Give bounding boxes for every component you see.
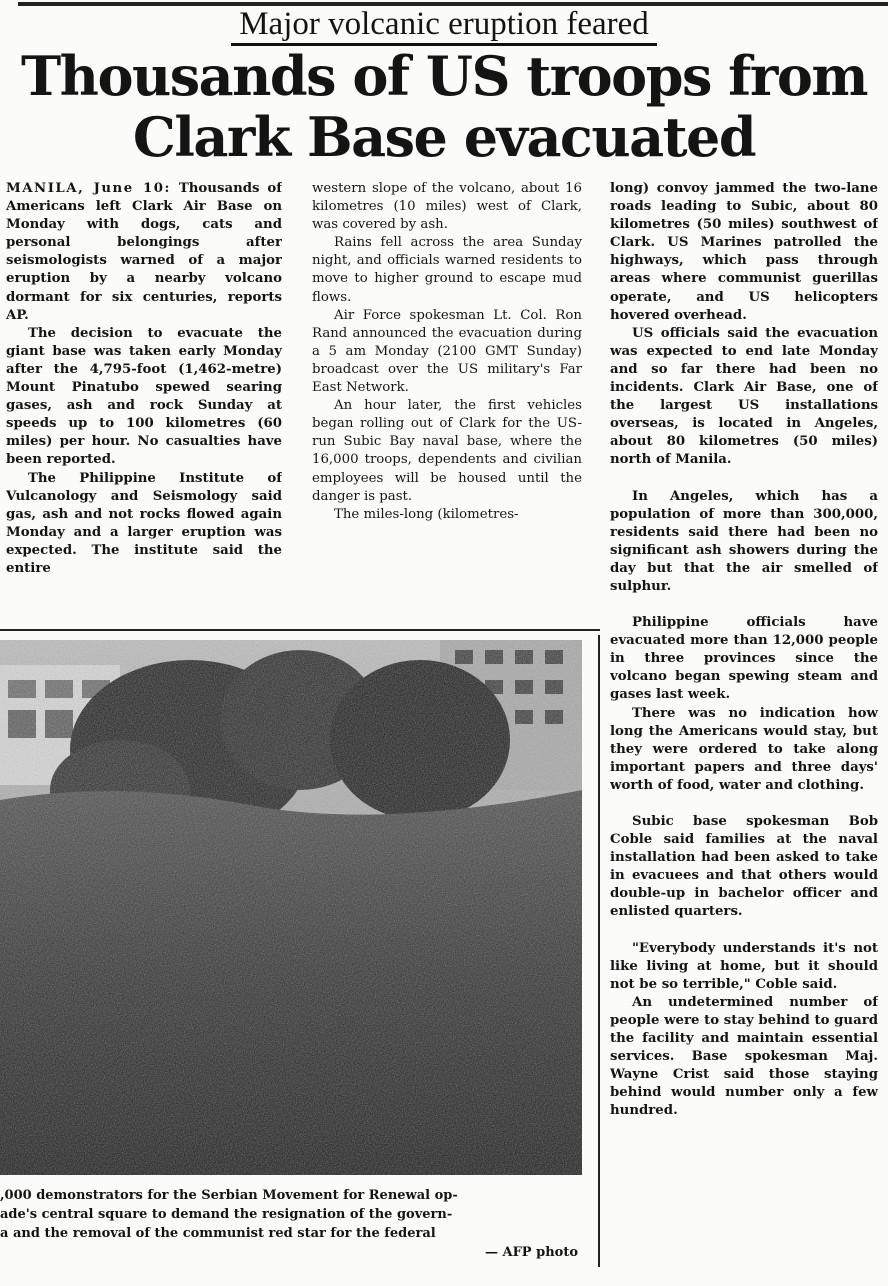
lead-paragraph <box>6 180 282 325</box>
paragraph: US officials said the evacuation was expected to end late Monday and so far there had been no incidents. Clark Air Base, one of the largest US installations overseas, is located in Angeles, about 80 kilometres (50 miles) north of Manila. <box>610 325 878 468</box>
paragraph: western slope of the volcano, about 16 kilometres (10 miles) west of Clark, was covered by ash. <box>312 181 582 233</box>
photo-credit: — AFP photo <box>484 1245 578 1260</box>
caption-line-1: ,000 demonstrators for the Serbian Movement for Renewal op- <box>0 1188 458 1203</box>
article-column-1 <box>6 180 282 624</box>
paragraph: There was no indication how long the Americans would stay, but they were ordered to take along important papers and three days' worth of food, water and clothing. <box>610 705 878 793</box>
kicker-text: Major volcanic eruption feared <box>231 6 657 46</box>
kicker-headline <box>0 4 888 44</box>
paragraph: An undetermined number of people were to stay behind to guard the facility and maintain essential services. Base spokesman Maj. Wayne Crist said those staying behind would number only a few hundred. <box>610 994 878 1119</box>
article-column-3 <box>610 180 878 1280</box>
paragraph: The Philippine Institute of Vulcanology and Seismology said gas, ash and not rocks flowed again Monday and a larger eruption was expected. The institute said the entire <box>6 470 282 576</box>
column-divider-vertical <box>598 635 600 1267</box>
dateline: MANILA, June 10: <box>6 181 171 196</box>
paragraph: In Angeles, which has a population of more than 300,000, residents said there had been no significant ash showers during the day but that the air smelled of sulphur. <box>610 488 878 594</box>
article-column-2 <box>312 180 582 624</box>
paragraph: long) convoy jammed the two-lane roads leading to Subic, about 80 kilometres (50 miles) southwest of Clark. US Marines patrolled the highways, which pass through areas where communist guerillas operate, and US helicopters hovered overhead. <box>610 181 878 323</box>
caption-line-2: ade's central square to demand the resignation of the govern- <box>0 1207 453 1222</box>
main-headline <box>0 46 888 168</box>
paragraph: Philippine officials have evacuated more than 12,000 people in three provinces since the volcano began spewing steam and gases last week. <box>610 615 878 703</box>
caption-line-3: a and the removal of the communist red star for the federal <box>0 1226 436 1241</box>
paragraph: An hour later, the first vehicles began rolling out of Clark for the US-run Subic Bay naval base, where the 16,000 troops, dependents and civilian employees will be housed until the danger is past. <box>312 398 582 504</box>
paragraph: Subic base spokesman Bob Coble said families at the naval installation had been asked to take in evacuees and that others would double-up in bachelor officer and enlisted quarters. <box>610 814 878 920</box>
headline-line-2: Clark Base evacuated <box>132 105 756 169</box>
paragraph: Air Force spokesman Lt. Col. Ron Rand announced the evacuation during a 5 am Monday (2100 GMT Sunday) broadcast over the US military's Far East Network. <box>312 307 582 396</box>
photo-caption <box>0 1186 578 1262</box>
headline-line-1: Thousands of US troops from <box>21 44 867 108</box>
column-divider-horizontal <box>0 629 600 631</box>
paragraph: Rains fell across the area Sunday night, and officials warned residents to move to higher ground to escape mud flows. <box>312 235 582 305</box>
lead-text: Thousands of Americans left Clark Air Base on Monday with dogs, cats and personal belongings after seismologists warned of a major eruption by a nearby volcano dormant for six centuries, reports AP. <box>6 181 282 323</box>
crowd-photo <box>0 640 582 1175</box>
paragraph: The miles-long (kilometres- <box>334 506 519 522</box>
paragraph: "Everybody understands it's not like living at home, but it should not be so terrible," Coble said. <box>610 940 878 992</box>
paragraph: The decision to evacuate the giant base was taken early Monday after the 4,795-foot (1,462-metre) Mount Pinatubo spewed searing gases, ash and rock Sunday at speeds up to 100 kilometres (60 miles) per hour. No casualties have been reported. <box>6 325 282 468</box>
